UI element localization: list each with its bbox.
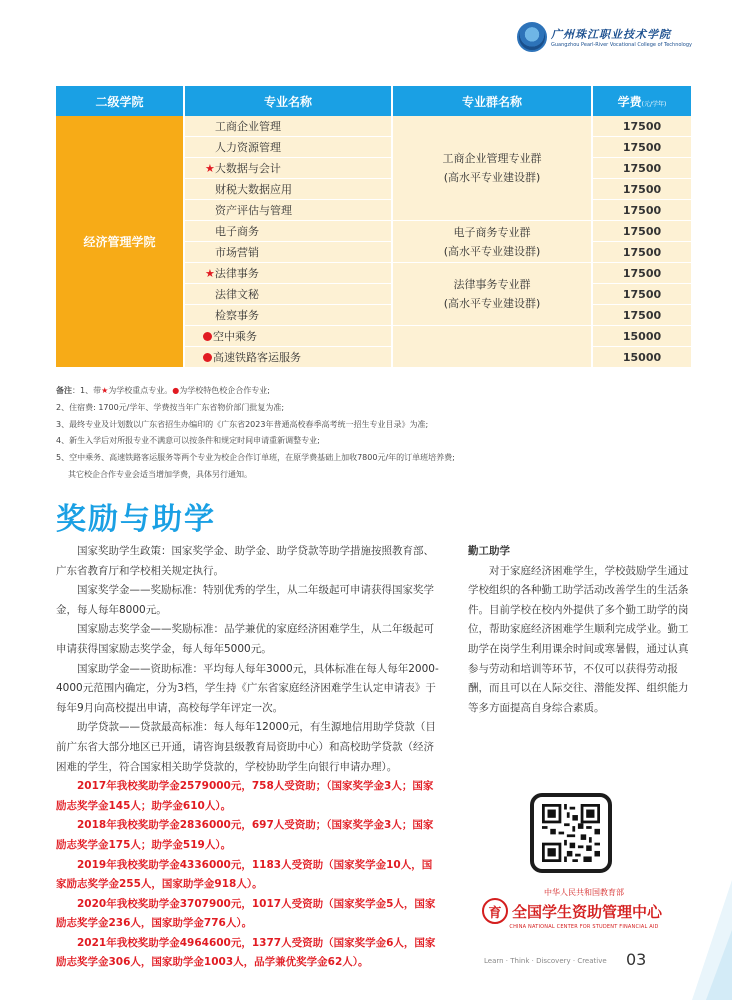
- school-name-en: Guangzhou Pearl-River Vocational College of Technology: [550, 42, 692, 48]
- group-cell: 工商企业管理专业群 (高水平专业建设群): [392, 116, 592, 221]
- table-header-row: [56, 86, 691, 116]
- work-study-paragraph: 对于家庭经济困难学生，学校鼓励学生通过学校组织的各种勤工助学活动改善学生的生活条件。目前学校在校内外提供了多个勤工助学的岗位，帮助家庭经济困难学生顺利完成学业。勤工助学在岗学生利用课余时间或寒暑假，通过认真参与劳动和培训等环节，不仅可以获得劳动报酬，而且可以在人际交往、潜能发挥、组织能力等多方面提高自身综合素质。: [468, 564, 689, 714]
- header-group: 专业群名称: [392, 86, 592, 116]
- fee-cell: 17500: [592, 221, 691, 242]
- star-icon: ★: [101, 386, 109, 395]
- section-title: 奖励与助学: [56, 502, 216, 537]
- footer-slogan: Learn · Think · Discovery · Creative: [484, 957, 607, 965]
- group-cell-empty: [392, 326, 592, 368]
- coop-major-dot-icon: [203, 353, 212, 362]
- qr-code-icon: [542, 804, 600, 862]
- aid-record: 2017年我校奖助学金2579000元，758人受资助；（国家奖学金3人；国家励志奖学金145人；助学金610人）。: [56, 780, 434, 812]
- header-fee-unit: (元/学年): [641, 100, 667, 108]
- major-cell: 高速铁路客运服务: [184, 347, 392, 368]
- major-cell: ★法律事务: [184, 263, 392, 284]
- table-row: [56, 116, 691, 137]
- aid-record: 2020年我校奖助学金3707900元，1017人受资助（国家奖学金5人，国家励志奖学金236人，国家助学金776人）。: [56, 897, 436, 930]
- fee-cell: 17500: [592, 137, 691, 158]
- key-major-star-icon: ★: [205, 267, 215, 280]
- major-cell: 人力资源管理: [184, 137, 392, 158]
- major-cell: 资产评估与管理: [184, 200, 392, 221]
- policy-paragraph: 国家励志奖学金——奖励标准：品学兼优的家庭经济困难学生，从二年级起可申请获得国家励志奖学金，每人每年5000元。: [56, 623, 434, 655]
- aid-center-emblem-icon: 育: [482, 898, 508, 924]
- page-number: 03: [626, 950, 647, 969]
- note-line: 3、最终专业及计划数以广东省招生办编印的《广东省2023年普通高校春季高考统一招生专业目录》为准;: [56, 419, 429, 429]
- header-major: 专业名称: [184, 86, 392, 116]
- policy-paragraph: 国家奖助学生政策：国家奖学金、助学金、助学贷款等助学措施按照教育部、广东省教育厅和学校相关规定执行。: [56, 545, 434, 577]
- fee-cell: 17500: [592, 305, 691, 326]
- fee-cell: 17500: [592, 179, 691, 200]
- fee-table: [56, 86, 691, 368]
- major-cell: ★大数据与会计: [184, 158, 392, 179]
- table-notes: [56, 383, 696, 484]
- major-cell: 电子商务: [184, 221, 392, 242]
- national-aid-center-logo: [472, 887, 672, 930]
- aid-center-name-en: CHINA NATIONAL CENTER FOR STUDENT FINANCIAL AID: [509, 924, 659, 930]
- school-logo: [517, 22, 692, 52]
- fee-cell: 15000: [592, 347, 691, 368]
- policy-paragraph: 国家助学金——资助标准：平均每人每年3000元，具体标准在每人每年2000-4000元范围内确定，分为3档，学生持《广东省家庭经济困难学生认定申请表》于每年9月向高校提出申请，高校每学年评定一次。: [56, 662, 439, 714]
- major-cell: 财税大数据应用: [184, 179, 392, 200]
- policy-paragraph: 国家奖学金——奖励标准：特别优秀的学生，从二年级起可申请获得国家奖学金，每人每年8000元。: [56, 584, 434, 616]
- fee-cell: 17500: [592, 242, 691, 263]
- aid-policy-column: [56, 542, 442, 973]
- group-cell: 法律事务专业群 (高水平专业建设群): [392, 263, 592, 326]
- ministry-name: 中华人民共和国教育部: [544, 888, 624, 897]
- major-cell: 法律文秘: [184, 284, 392, 305]
- work-study-title: 勤工助学: [468, 545, 510, 557]
- corner-decoration: [706, 930, 732, 1000]
- note-line: 其它校企合作专业会适当增加学费，具体另行通知。: [68, 469, 252, 479]
- qr-code[interactable]: [530, 793, 612, 873]
- work-study-column: [468, 542, 690, 718]
- fee-cell: 17500: [592, 200, 691, 221]
- major-cell: 工商企业管理: [184, 116, 392, 137]
- major-cell: 检察事务: [184, 305, 392, 326]
- policy-paragraph: 助学贷款——贷款最高标准：每人每年12000元，有生源地信用助学贷款（目前广东省大部分地区已开通，请咨询县级教育局资助中心）和高校助学贷款（经济困难的学生，符合国家相关助学贷款的，学校协助学生向银行申请办理）。: [56, 721, 436, 773]
- college-cell: 经济管理学院: [56, 116, 184, 368]
- fee-cell: 17500: [592, 284, 691, 305]
- school-emblem-icon: [517, 22, 547, 52]
- header-college: 二级学院: [56, 86, 184, 116]
- school-name: 广州珠江职业技术学院: [550, 28, 671, 41]
- major-cell: 市场营销: [184, 242, 392, 263]
- header-fee: 学费(元/学年): [592, 86, 691, 116]
- note-line: 备注：1、带★为学校重点专业。●为学校特色校企合作专业;: [56, 386, 270, 395]
- major-cell: 空中乘务: [184, 326, 392, 347]
- note-line: 2、住宿费: 1700元/学年、学费按当年广东省物价部门批复为准;: [56, 402, 285, 412]
- fee-cell: 17500: [592, 116, 691, 137]
- aid-record: 2018年我校奖助学金2836000元，697人受资助；（国家奖学金3人；国家励志奖学金175人；助学金519人）。: [56, 819, 434, 851]
- dot-icon: ●: [172, 386, 180, 395]
- fee-cell: 17500: [592, 263, 691, 284]
- coop-major-dot-icon: [203, 332, 212, 341]
- key-major-star-icon: ★: [205, 162, 215, 175]
- fee-cell: 17500: [592, 158, 691, 179]
- aid-record: 2019年我校奖助学金4336000元，1183人受资助（国家奖学金10人，国家励志奖学金255人，国家助学金918人）。: [56, 858, 433, 891]
- note-line: 4、新生入学后对所报专业不满意可以按条件和规定时间申请重新调整专业;: [56, 436, 320, 446]
- group-cell: 电子商务专业群 (高水平专业建设群): [392, 221, 592, 263]
- aid-center-name: 全国学生资助管理中心: [511, 902, 662, 921]
- aid-record: 2021年我校奖助学金4964600元，1377人受资助（国家奖学金6人，国家励志奖学金306人，国家助学金1003人，品学兼优奖学金62人）。: [56, 936, 436, 969]
- note-line: 5、空中乘务、高速铁路客运服务等两个专业为校企合作订单班，在原学费基础上加收7800元/年的订单班培养费;: [56, 453, 455, 463]
- fee-cell: 15000: [592, 326, 691, 347]
